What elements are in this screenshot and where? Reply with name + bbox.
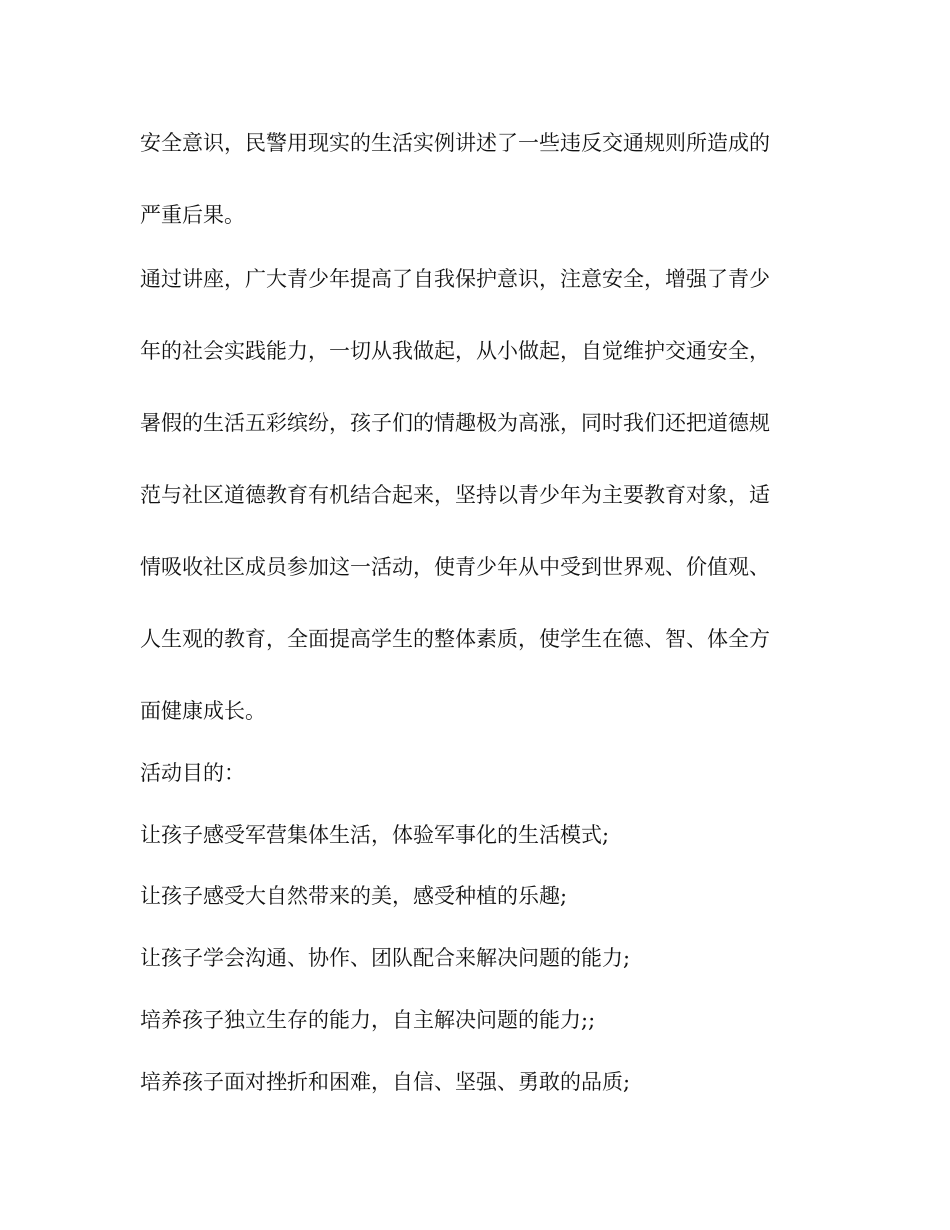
paragraph-line: 范与社区道德教育有机结合起来，坚持以青少年为主要教育对象，适 (140, 483, 770, 507)
paragraph-line: 安全意识，民警用现实的生活实例讲述了一些违反交通规则所造成的 (140, 131, 770, 155)
paragraph-line: 通过讲座，广大青少年提高了自我保护意识，注意安全，增强了青少 (140, 267, 770, 291)
paragraph-line: 严重后果。 (140, 203, 245, 227)
list-item: 让孩子感受大自然带来的美，感受种植的乐趣; (140, 884, 568, 908)
paragraph-line: 年的社会实践能力，一切从我做起，从小做起，自觉维护交通安全， (140, 339, 770, 363)
paragraph-line: 面健康成长。 (140, 699, 266, 723)
list-item: 培养孩子独立生存的能力，自主解决问题的能力;; (140, 1008, 596, 1032)
section-heading: 活动目的： (140, 761, 245, 785)
paragraph-line: 人生观的教育，全面提高学生的整体素质，使学生在德、智、体全方 (140, 627, 770, 651)
paragraph-line: 暑假的生活五彩缤纷，孩子们的情趣极为高涨，同时我们还把道德规 (140, 411, 770, 435)
list-item: 让孩子学会沟通、协作、团队配合来解决问题的能力; (140, 946, 631, 970)
list-item: 让孩子感受军营集体生活，体验军事化的生活模式; (140, 823, 610, 847)
paragraph-line: 情吸收社区成员参加这一活动，使青少年从中受到世界观、价值观、 (140, 555, 770, 579)
list-item: 培养孩子面对挫折和困难，自信、坚强、勇敢的品质; (140, 1070, 631, 1094)
